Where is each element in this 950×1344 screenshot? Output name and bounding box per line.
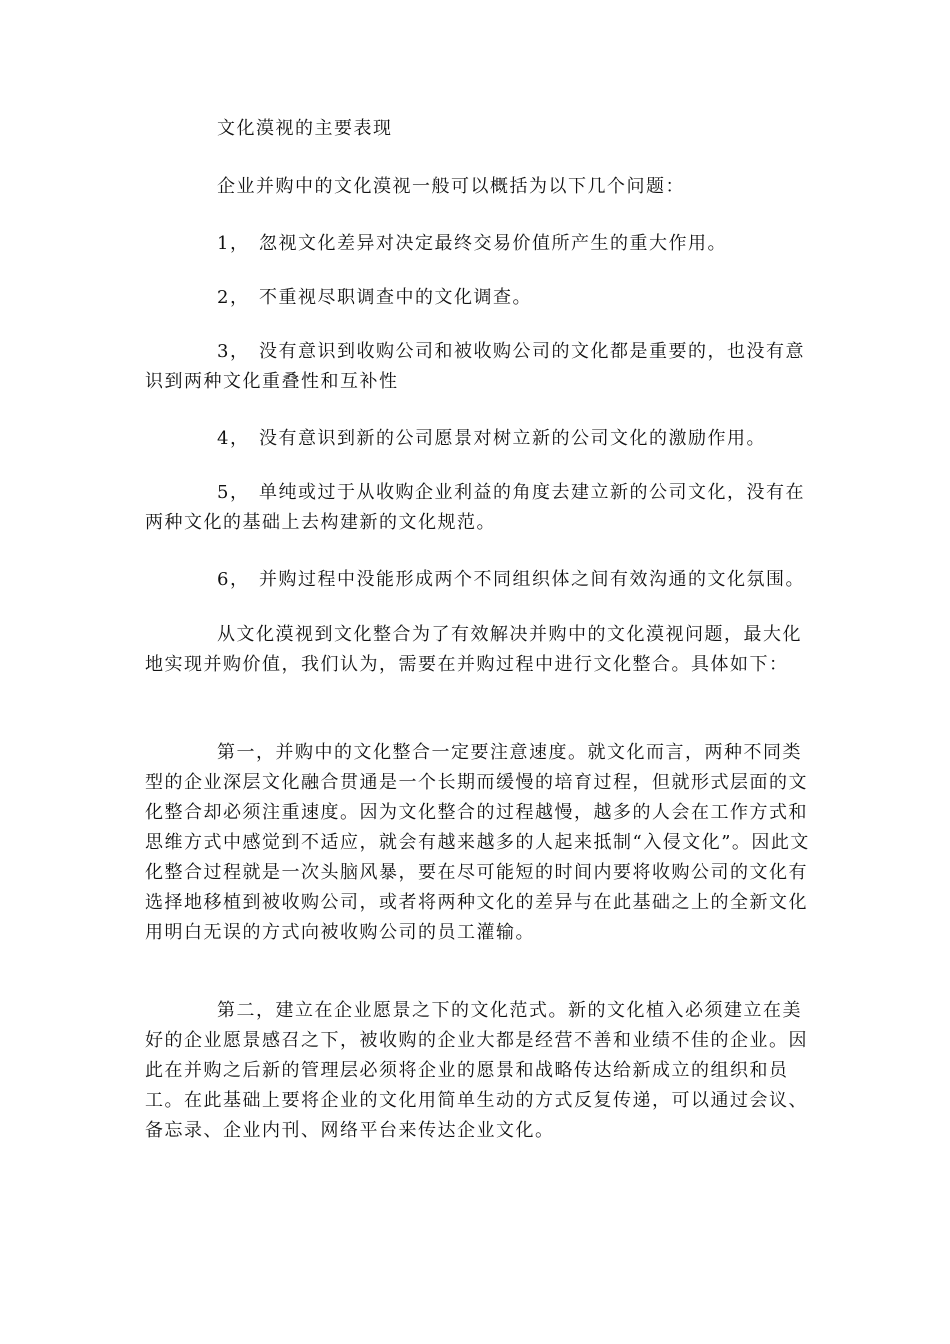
list-item-text: 没有意识到收购公司和被收购公司的文化都是重要的，也没有意识到两种文化重叠性和互补性 <box>145 341 805 392</box>
list-item <box>145 337 815 397</box>
list-item <box>145 565 835 595</box>
intro-paragraph: 企业并购中的文化漠视一般可以概括为以下几个问题： <box>217 176 685 197</box>
list-item-number: 4， <box>217 428 250 449</box>
list-item-number: 5， <box>217 482 250 503</box>
list-item-text: 并购过程中没能形成两个不同组织体之间有效沟通的文化氛围。 <box>259 569 805 590</box>
list-item <box>145 424 815 454</box>
list-item-number: 1， <box>217 233 250 254</box>
section-heading: 文化漠视的主要表现 <box>217 118 393 139</box>
list-item-text: 没有意识到新的公司愿景对树立新的公司文化的激励作用。 <box>259 428 766 449</box>
transition-paragraph: 从文化漠视到文化整合为了有效解决并购中的文化漠视问题，最大化地实现并购价值，我们认为，需要在并购过程中进行文化整合。具体如下： <box>145 624 802 675</box>
list-item-number: 2， <box>217 287 250 308</box>
list-item-text: 不重视尽职调查中的文化调查。 <box>259 287 532 308</box>
point-one-paragraph: 第一，并购中的文化整合一定要注意速度。就文化而言，两种不同类型的企业深层文化融合贯通是一个长期而缓慢的培育过程，但就形式层面的文化整合却必须注重速度。因为文化整合的过程越慢，越多的人会在工作方式和思维方式中感觉到不适应，就会有越来越多的人起来抵制“入侵文化”。因此文化整合过程就是一次头脑风暴，要在尽可能短的时间内要将收购公司的文化有选择地移植到被收购公司，或者将两种文化的差异与在此基础之上的全新文化用明白无误的方式向被收购公司的员工灌输。 <box>145 742 810 943</box>
list-item-text: 单纯或过于从收购企业利益的角度去建立新的公司文化，没有在两种文化的基础上去构建新的文化规范。 <box>145 482 805 533</box>
list-item-text: 忽视文化差异对决定最终交易价值所产生的重大作用。 <box>259 233 727 254</box>
point-two-paragraph: 第二，建立在企业愿景之下的文化范式。新的文化植入必须建立在美好的企业愿景感召之下，被收购的企业大都是经营不善和业绩不佳的企业。因此在并购之后新的管理层必须将企业的愿景和战略传达给新成立的组织和员工。在此基础上要将企业的文化用简单生动的方式反复传递，可以通过会议、备忘录、企业内刊、网络平台来传达企业文化。 <box>145 1000 808 1141</box>
list-item <box>145 229 815 259</box>
list-item <box>145 478 815 538</box>
list-item <box>145 283 815 313</box>
list-item-number: 6， <box>217 569 250 590</box>
list-item-number: 3， <box>217 341 250 362</box>
